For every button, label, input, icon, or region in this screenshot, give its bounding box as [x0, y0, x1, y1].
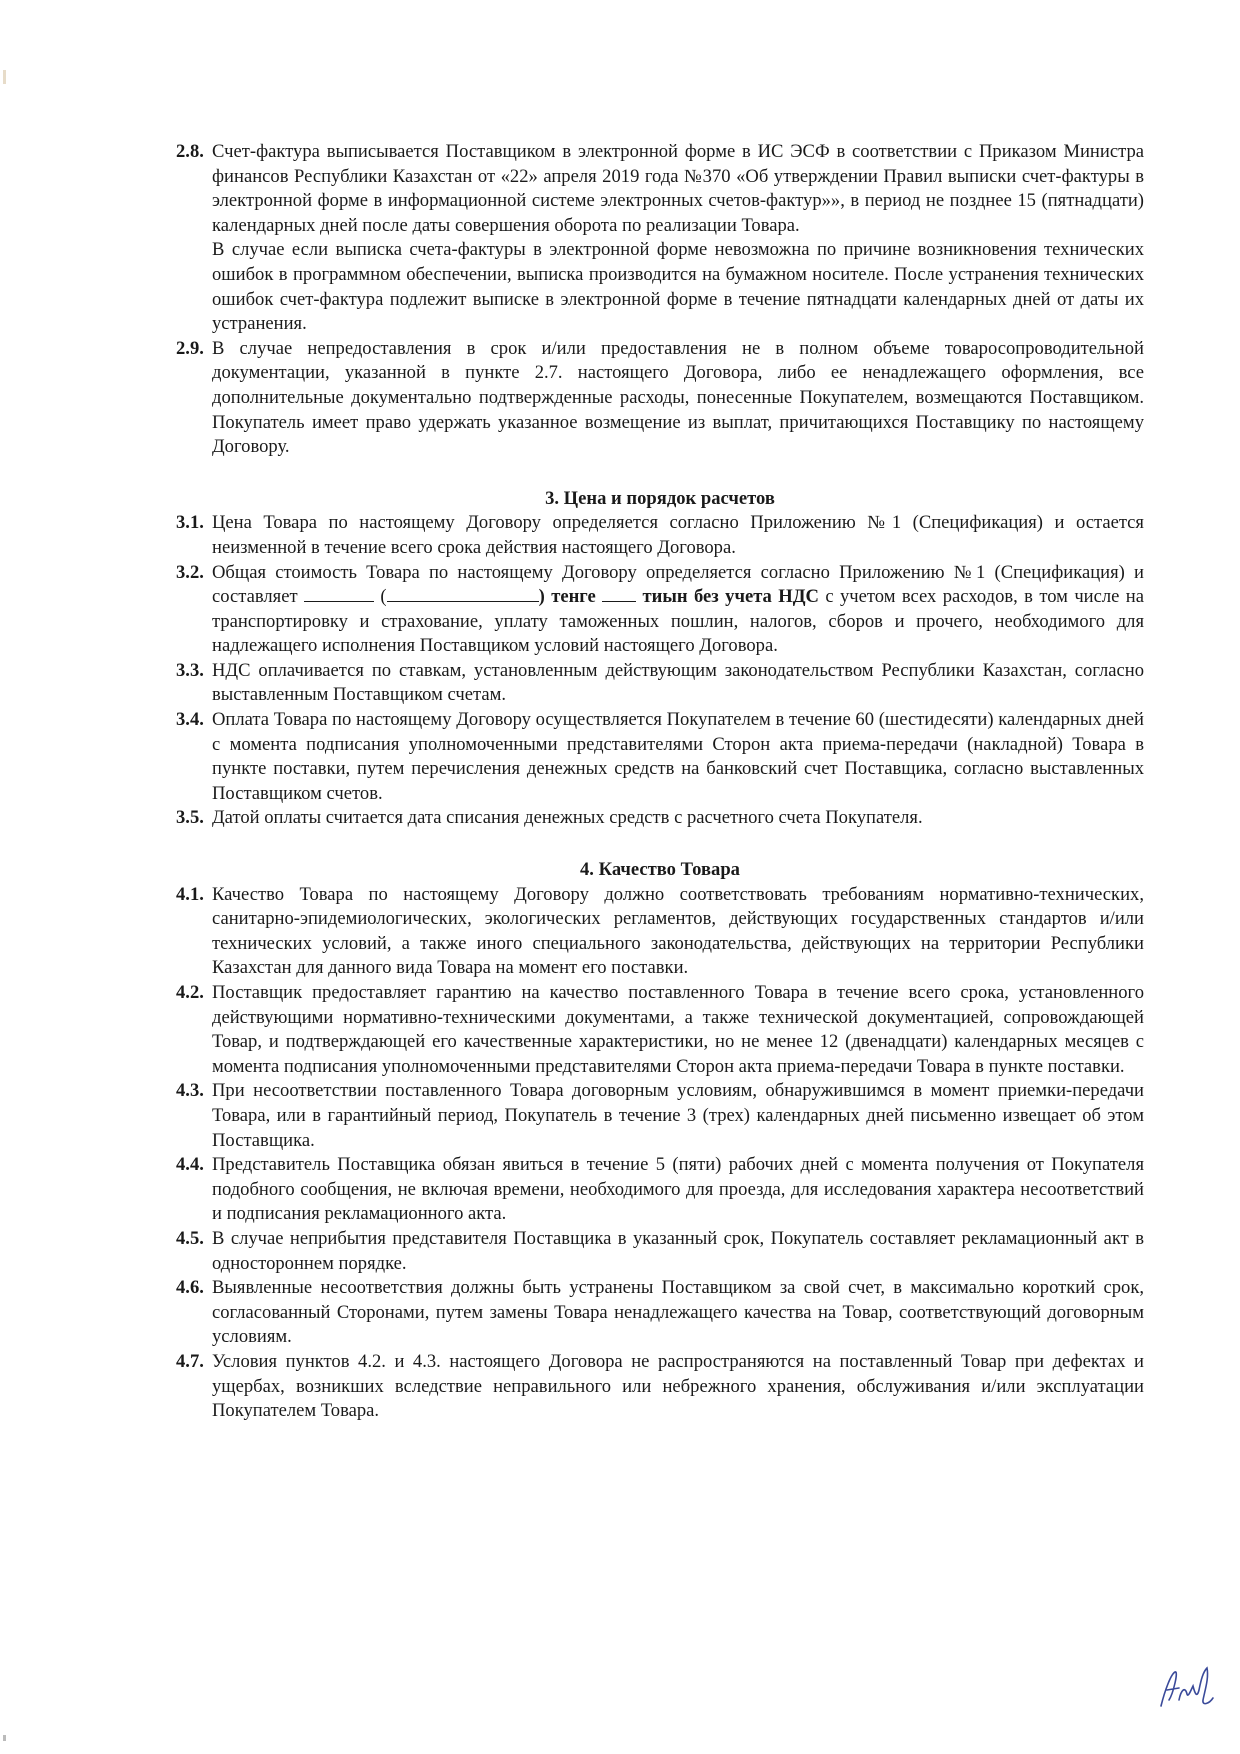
clause-text: В случае неприбытия представителя Поставщика в указанный срок, Покупатель составляет рекламационный акт в одностороннем порядке. [212, 1227, 1144, 1274]
signature-stroke [1161, 1668, 1213, 1706]
clause-4-1 [176, 883, 1144, 981]
clause-number: 4.4. [176, 1154, 204, 1176]
clause-text: НДС оплачивается по ставкам, установленным действующим законодательством Республики Казахстан, согласно выставленным Поставщиком счетам. [212, 659, 1144, 706]
clause-4-4 [176, 1153, 1144, 1227]
scan-edge-mark [3, 1735, 6, 1741]
clause-number: 3.2. [176, 561, 204, 583]
clause-number: 3.3. [176, 659, 204, 681]
clause-number: 4.2. [176, 982, 204, 1003]
clause-2-9 [176, 337, 1144, 460]
section-4-heading: 4. Качество Товара [580, 859, 740, 881]
clause-number: 4.1. [176, 883, 204, 905]
clause-text: Датой оплаты считается дата списания денежных средств с расчетного счета Покупателя. [212, 807, 923, 829]
clause-text: Оплата Товара по настоящему Договору осуществляется Покупателем в течение 60 (шестидесяти) календарных дней с момента подписания уполномоченными представителями Сторон акта приема-передачи (накладной) Товара в пункте поставки, путем перечисления денежных средств на банковский счет Поставщика, согласно выставленных Поставщиком счетов. [212, 709, 1144, 804]
contract-body [176, 140, 1144, 1424]
clause-3-3 [176, 659, 1144, 708]
amount-blank [304, 586, 374, 602]
clause-text: В случае если выписка счета-фактуры в электронной форме невозможна по причине возникновения технических ошибок в программном обеспечении, выписка производится на бумажном носителе. После устранения технических ошибок счет-фактура подлежит выписке в электронной форме в течение пятнадцати календарных дней от даты их устранения. [212, 239, 1144, 335]
clause-number: 3.4. [176, 709, 204, 731]
clause-4-6 [176, 1276, 1144, 1350]
signature-initials [1157, 1660, 1217, 1712]
clause-text: Цена Товара по настоящему Договору определяется согласно Приложению №1 (Спецификация) и остается неизменной в течение всего срока действия настоящего Договора. [212, 512, 1144, 558]
clause-2-8 [176, 140, 1144, 337]
vat-note: тиын без учета НДС [636, 586, 819, 608]
clause-text: При несоответствии поставленного Товара договорным условиям, обнаружившимся в момент приемки-передачи Товара, или в гарантийный период, Покупатель в течение 3 (трех) календарных дней письменно извещает об этом Поставщика. [212, 1080, 1144, 1151]
clause-text: Представитель Поставщика обязан явиться в течение 5 (пяти) рабочих дней с момента получения от Покупателя подобного сообщения, не включая времени, необходимого для проезда, для исследования характера несоответствий и подписания рекламационного акта. [212, 1154, 1144, 1225]
amount-words-blank [387, 586, 539, 602]
clause-number: 3.1. [176, 512, 204, 534]
clause-number: 4.7. [176, 1350, 204, 1372]
section-3-heading: 3. Цена и порядок расчетов [545, 487, 775, 509]
clause-text-part: с учетом всех расходов, в том числе на транспортировку и страхование, уплату таможенных пошлин, налогов, сборов и прочего, необходимого для надлежащего исполнения Поставщиком условий настоящего Договора. [212, 586, 1145, 657]
tiyn-blank [602, 586, 636, 602]
clause-number: 4.3. [176, 1080, 204, 1102]
clause-number: 2.9. [176, 337, 204, 359]
clause-text: Поставщик предоставляет гарантию на качество поставленного Товара в течение всего срока, установленного действующими нормативно-техническими документами, а также технической документацией, сопровождающей Товар, и подтверждающей его качественные характеристики, но не менее 12 (двенадцати) календарных месяцев с момента подписания уполномоченными представителями Сторон акта приема-передачи Товара в пункте поставки. [212, 982, 1144, 1077]
clause-text [212, 561, 1144, 659]
clause-text: Качество Товара по настоящему Договору должно соответствовать требованиям нормативно-технических, санитарно-эпидемиологических, экологических регламентов, действующих государственных стандартов и/или технических условий, а также иного специального законодательства, действующих на территории Республики Казахстан для данного вида Товара на момент его поставки. [212, 883, 1144, 979]
scan-edge-mark [3, 70, 6, 84]
clause-text: В случае непредоставления в срок и/или предоставления не в полном объеме товаросопроводительной документации, указанной в пункте 2.7. настоящего Договора, либо ее ненадлежащего оформления, все дополнительные документально подтвержденные расходы, понесенные Покупателем, возмещаются Поставщиком. Покупатель имеет право удержать указанное возмещение из выплат, причитающихся Поставщику по настоящему Договору. [212, 337, 1144, 458]
clause-4-3 [176, 1079, 1144, 1153]
clause-3-2 [176, 561, 1144, 659]
clause-4-2 [176, 981, 1144, 1079]
clause-text: Условия пунктов 4.2. и 4.3. настоящего Договора не распространяются на поставленный Товар при дефектах и ущербах, возникших вследствие неправильного или небрежного хранения, обслуживания и/или эксплуатации Покупателем Товара. [212, 1350, 1144, 1422]
clause-number: 3.5. [176, 807, 204, 829]
clause-text-part: ( [374, 586, 387, 608]
clause-number: 2.8. [176, 141, 204, 162]
clause-3-1 [176, 511, 1144, 560]
clause-3-4 [176, 708, 1144, 806]
clause-number: 4.6. [176, 1277, 204, 1299]
clause-4-7 [176, 1350, 1144, 1424]
clause-number: 4.5. [176, 1227, 204, 1249]
clause-text: Счет-фактура выписывается Поставщиком в электронной форме в ИС ЭСФ в соответствии с Приказом Министра финансов Республики Казахстан от «22» апреля 2019 года №370 «Об утверждении Правил выписки счет-фактуры в электронной форме в информационной системе электронных счетов-фактур»», в период не позднее 15 (пятнадцати) календарных дней после даты совершения оборота по реализации Товара. [212, 141, 1144, 236]
clause-4-5 [176, 1227, 1144, 1276]
currency-label: ) тенге [538, 586, 603, 608]
clause-text: Выявленные несоответствия должны быть устранены Поставщиком за свой счет, в максимально короткий срок, согласованный Сторонами, путем замены Товара ненадлежащего качества на Товар, соответствующий договорным условиям. [212, 1277, 1144, 1348]
clause-text-part: Общая стоимость Товара по настоящему Договору определяется согласно Приложению №1 (Спецификация) и составляет [212, 561, 1144, 608]
clause-3-5 [176, 806, 1144, 831]
